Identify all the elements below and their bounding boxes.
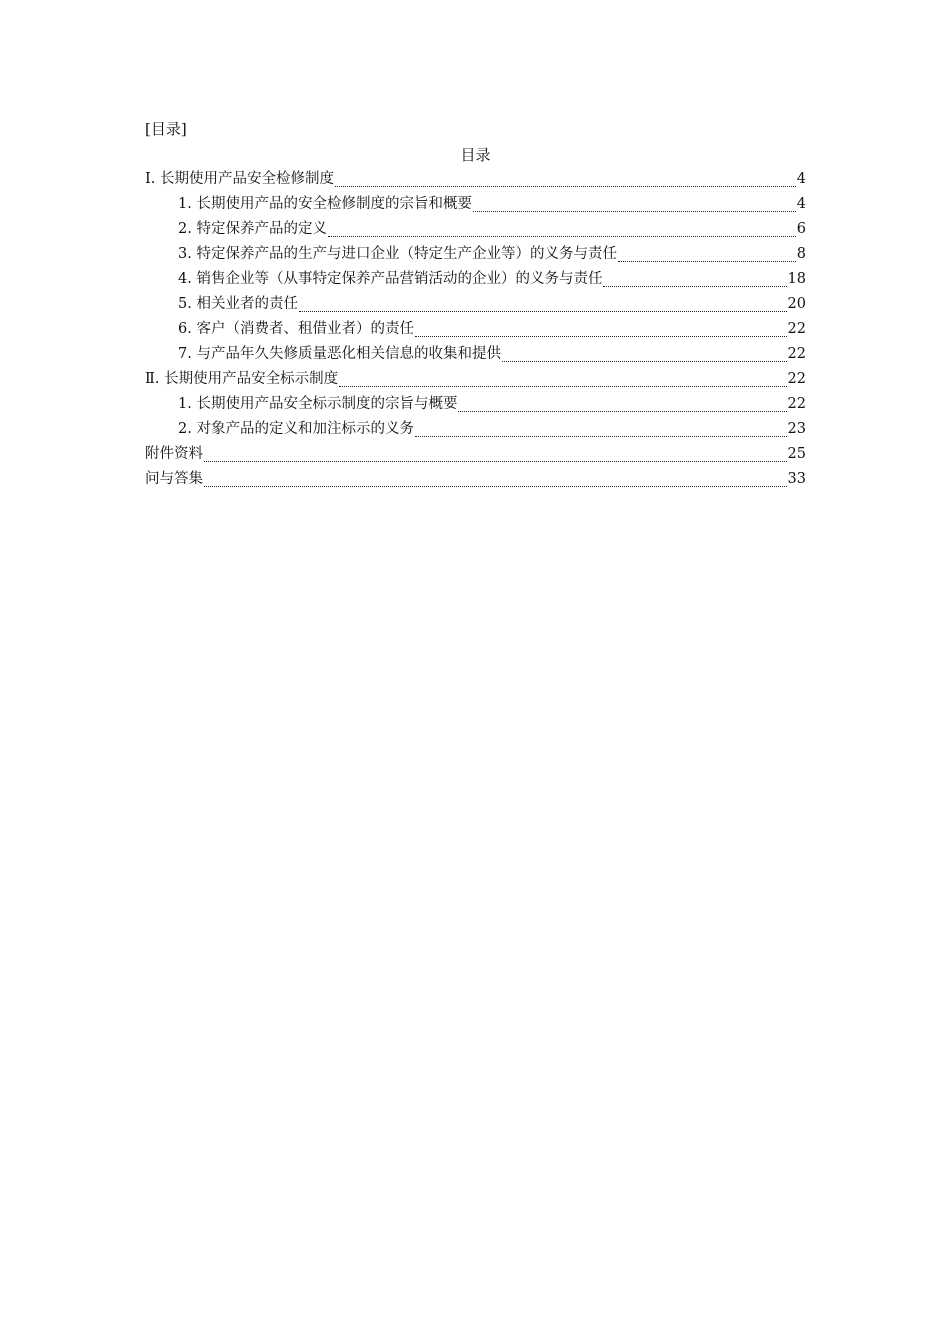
toc-page-number: 23 (787, 421, 806, 437)
toc-entry-text: 问与答集 (145, 471, 203, 487)
toc-entry[interactable] (145, 244, 806, 269)
toc-page-number: 4 (796, 196, 806, 212)
dot-leader (415, 424, 787, 438)
toc-entry-text: 5. 相关业者的责任 (178, 296, 298, 312)
toc-page-number: 22 (787, 346, 806, 362)
dot-leader (335, 174, 796, 188)
toc-entry-text: Ⅱ. 长期使用产品安全标示制度 (145, 371, 339, 387)
dot-leader (204, 474, 787, 488)
toc-entry[interactable] (145, 469, 806, 494)
toc-page-number: 20 (787, 296, 806, 312)
toc-entry-text: 4. 销售企业等（从事特定保养产品营销活动的企业）的义务与责任 (178, 271, 603, 287)
toc-entry[interactable] (145, 369, 806, 394)
toc-entry-text: 3. 特定保养产品的生产与进口企业（特定生产企业等）的义务与责任 (178, 246, 617, 262)
dot-leader (603, 274, 786, 288)
toc-page-number: 6 (796, 221, 806, 237)
toc-entry[interactable] (145, 344, 806, 369)
bracket-label: [目录] (145, 120, 187, 138)
dot-leader (204, 449, 787, 463)
toc-page-number: 25 (787, 446, 806, 462)
table-of-contents (145, 169, 806, 494)
dot-leader (502, 349, 787, 363)
dot-leader (299, 299, 787, 313)
toc-entry[interactable] (145, 219, 806, 244)
toc-page-number: 33 (787, 471, 806, 487)
toc-page-number: 18 (787, 271, 806, 287)
toc-entry[interactable] (145, 319, 806, 344)
dot-leader (415, 324, 787, 338)
toc-entry-text: 附件资料 (145, 446, 203, 462)
toc-entry-text: 2. 对象产品的定义和加注标示的义务 (178, 421, 414, 437)
toc-entry[interactable] (145, 419, 806, 444)
toc-entry[interactable] (145, 294, 806, 319)
toc-entry[interactable] (145, 394, 806, 419)
toc-page-number: 8 (796, 246, 806, 262)
toc-entry-text: 7. 与产品年久失修质量恶化相关信息的收集和提供 (178, 346, 501, 362)
toc-page-number: 4 (796, 171, 806, 187)
toc-entry[interactable] (145, 169, 806, 194)
dot-leader (473, 199, 796, 213)
toc-entry[interactable] (145, 269, 806, 294)
toc-entry-text: Ⅰ. 长期使用产品安全检修制度 (145, 171, 334, 187)
toc-title: 目录 (460, 146, 491, 164)
toc-entry-text: 2. 特定保养产品的定义 (178, 221, 327, 237)
toc-page-number: 22 (787, 371, 806, 387)
toc-page-number: 22 (787, 396, 806, 412)
dot-leader (618, 249, 796, 263)
dot-leader (328, 224, 796, 238)
toc-entry-text: 1. 长期使用产品的安全检修制度的宗旨和概要 (178, 196, 472, 212)
toc-entry[interactable] (145, 444, 806, 469)
toc-page-number: 22 (787, 321, 806, 337)
toc-entry[interactable] (145, 194, 806, 219)
dot-leader (339, 374, 786, 388)
toc-entry-text: 6. 客户（消费者、租借业者）的责任 (178, 321, 414, 337)
toc-entry-text: 1. 长期使用产品安全标示制度的宗旨与概要 (178, 396, 458, 412)
dot-leader (458, 399, 786, 413)
